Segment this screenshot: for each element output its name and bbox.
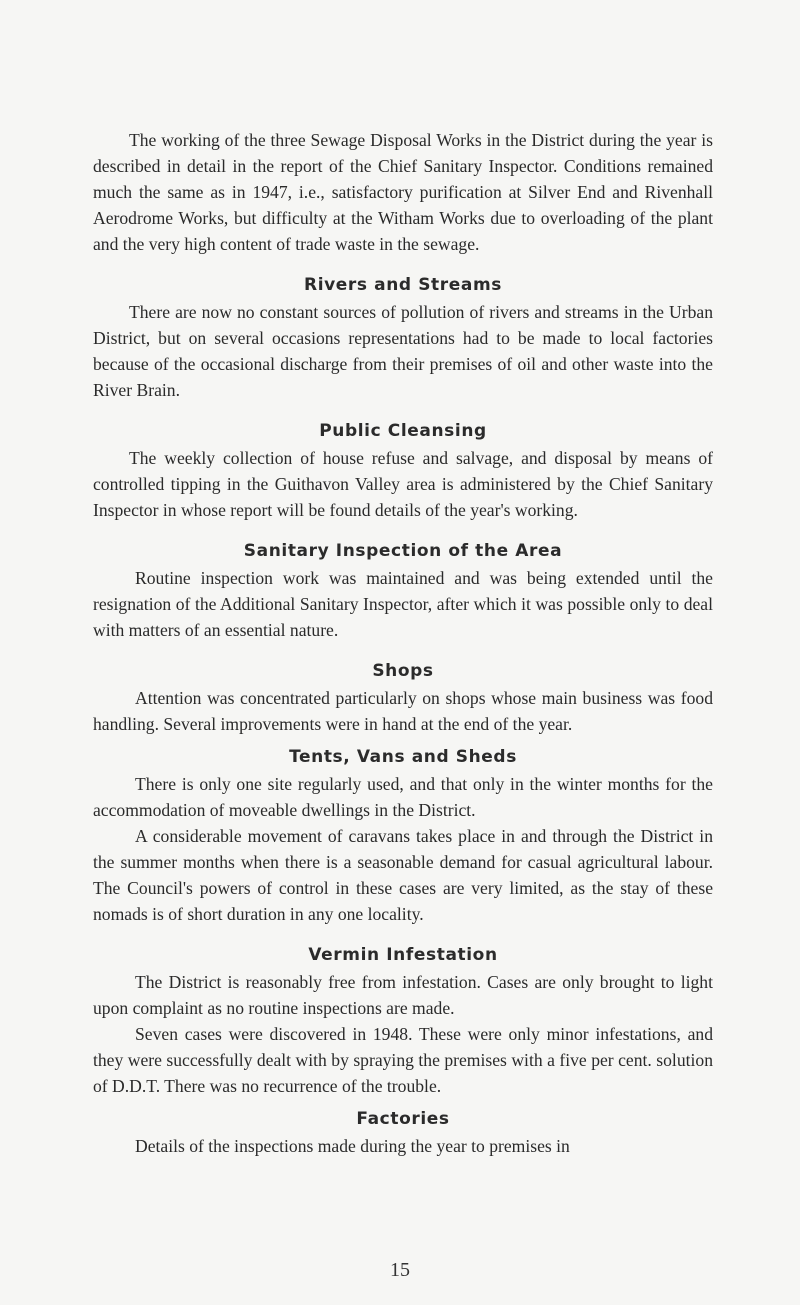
paragraph-factories: Details of the inspections made during the year to premises in [135, 1136, 570, 1156]
page-number: 15 [390, 1259, 410, 1281]
paragraph-cleansing: The weekly collection of house refuse and salvage, and disposal by means of controlled tipping in the Guithavon Valley area is administered by the Chief Sanitary Inspector in whose report will be found details of the year's working. [93, 448, 713, 520]
paragraph-vermin-1: The District is reasonably free from infestation. Cases are only brought to light upon complaint as no routine inspections are made. [93, 972, 713, 1018]
heading-rivers-and-streams: Rivers and Streams [304, 275, 502, 295]
paragraph-vermin-2: Seven cases were discovered in 1948. These were only minor infestations, and they were successfully dealt with by spraying the premises with a five per cent. solution of D.D.T. There was no recurrence of the trouble. [93, 1024, 713, 1096]
paragraph-rivers: There are now no constant sources of pollution of rivers and streams in the Urban District, but on several occasions representations had to be made to local factories because of the occasional discharge from their premises of oil and other waste into the River Brain. [93, 302, 713, 400]
paragraph-tents-1: There is only one site regularly used, and that only in the winter months for the accommodation of moveable dwellings in the District. [93, 774, 713, 820]
document-body [93, 127, 713, 1159]
heading-public-cleansing: Public Cleansing [319, 421, 487, 441]
heading-vermin-infestation: Vermin Infestation [308, 945, 498, 965]
heading-tents-vans-sheds: Tents, Vans and Sheds [289, 747, 517, 767]
paragraph-shops: Attention was concentrated particularly on shops whose main business was food handling. Several improvements were in hand at the end of the year. [93, 688, 713, 734]
intro-paragraph: The working of the three Sewage Disposal Works in the District during the year is described in detail in the report of the Chief Sanitary Inspector. Conditions remained much the same as in 1947, i.e., satisfactory purification at Silver End and Rivenhall Aerodrome Works, but difficulty at the Witham Works due to overloading of the plant and the very high content of trade waste in the sewage. [93, 130, 713, 254]
heading-factories: Factories [356, 1109, 450, 1129]
paragraph-tents-2: A considerable movement of caravans takes place in and through the District in the summer months when there is a seasonable demand for casual agricultural labour. The Council's powers of control in these cases are very limited, as the stay of these nomads is of short duration in any one locality. [93, 826, 713, 924]
heading-sanitary-inspection: Sanitary Inspection of the Area [243, 541, 563, 561]
paragraph-sanitary: Routine inspection work was maintained and was being extended until the resignation of the Additional Sanitary Inspector, after which it was possible only to deal with matters of an essential nature. [93, 568, 713, 640]
heading-shops: Shops [372, 661, 434, 681]
